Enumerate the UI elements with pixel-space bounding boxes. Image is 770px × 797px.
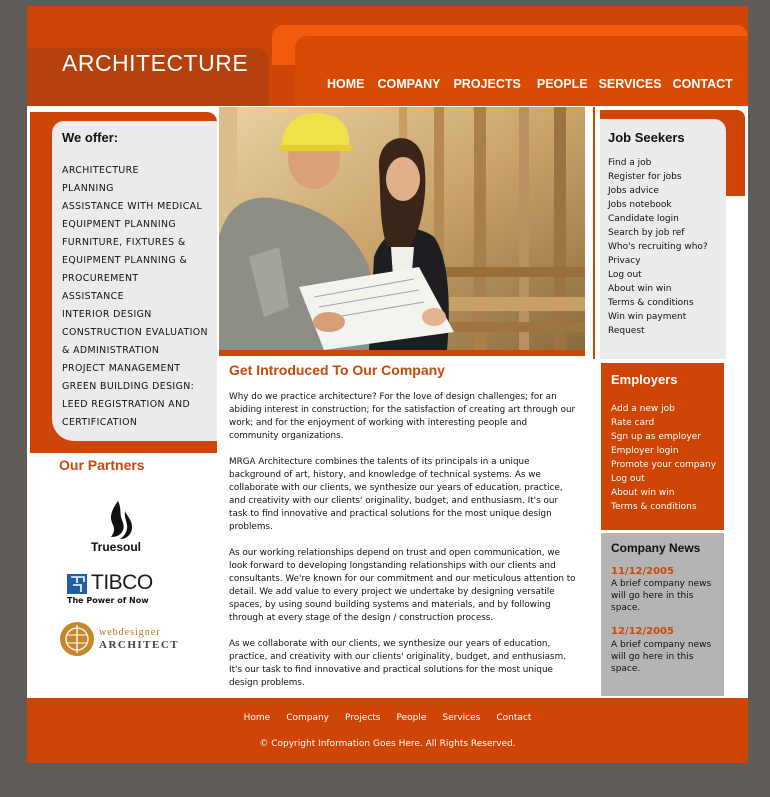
offer-list bbox=[62, 162, 222, 432]
truesoul-logo[interactable] bbox=[87, 499, 157, 561]
jobs-link[interactable]: Who's recruiting who? bbox=[608, 242, 708, 252]
globe-icon bbox=[59, 621, 95, 657]
news-date: 12/12/2005 bbox=[611, 626, 674, 637]
footer-link-company[interactable]: Company bbox=[286, 713, 330, 723]
offer-item: PROJECT MANAGEMENT bbox=[62, 363, 181, 374]
employers-link[interactable]: Sgn up as employer bbox=[611, 432, 701, 442]
news-text: A brief company news will go here in this space. bbox=[611, 640, 712, 674]
employers-title: Employers bbox=[611, 372, 678, 387]
jobs-link[interactable]: Log out bbox=[608, 270, 642, 280]
jobs-link[interactable]: Find a job bbox=[608, 158, 652, 168]
footer-link-contact[interactable]: Contact bbox=[496, 713, 532, 723]
news-date: 11/12/2005 bbox=[611, 566, 674, 577]
offer-item: EQUIPMENT PLANNING & bbox=[62, 255, 188, 266]
jobs-link[interactable]: Jobs advice bbox=[608, 186, 659, 196]
tibco-logo[interactable] bbox=[65, 572, 165, 606]
employers-link[interactable]: Promote your company bbox=[611, 460, 717, 470]
offer-item: GREEN BUILDING DESIGN: bbox=[62, 381, 195, 392]
offer-item: ASSISTANCE WITH MEDICAL bbox=[62, 201, 203, 212]
offer-item: FURNITURE, FIXTURES & bbox=[62, 237, 186, 248]
jobs-link[interactable]: Terms & conditions bbox=[608, 298, 694, 308]
offer-item: CONSTRUCTION EVALUATION bbox=[62, 327, 208, 338]
offer-item: PROCUREMENT bbox=[62, 273, 139, 284]
nav-people[interactable]: PEOPLE bbox=[536, 77, 588, 91]
architects-photo bbox=[219, 107, 585, 350]
offer-item: EQUIPMENT PLANNING bbox=[62, 219, 177, 230]
employers-link[interactable]: Add a new job bbox=[611, 404, 675, 414]
employers-link[interactable]: About win win bbox=[611, 488, 675, 498]
jobs-list bbox=[608, 156, 708, 338]
architect-wordmark: ARCHITECT bbox=[99, 639, 180, 651]
jobs-link[interactable]: Candidate login bbox=[608, 214, 679, 224]
jobs-link[interactable]: Privacy bbox=[608, 256, 641, 266]
truesoul-wordmark: Truesoul bbox=[91, 540, 142, 554]
employers-link[interactable]: Employer login bbox=[611, 446, 679, 456]
page bbox=[27, 6, 748, 763]
footer-link-home[interactable]: Home bbox=[243, 713, 271, 723]
intro-article bbox=[229, 391, 579, 703]
tibco-wordmark: TIBCO bbox=[91, 571, 153, 594]
article-paragraph: As our working relationships depend on trust and open communication, we look forward to developing longstanding relationships with our clients and consultants. We're known for our commitment and our meticulous attention to detail. We add value to every project we undertake by designing versatile spaces, by using sound building systems and materials, and by following through at every stage of the design / construction process. bbox=[229, 548, 576, 623]
jobs-link[interactable]: Jobs notebook bbox=[608, 200, 672, 210]
partners-title: Our Partners bbox=[59, 457, 145, 473]
center-divider bbox=[593, 107, 595, 359]
header-nav-panel bbox=[295, 36, 748, 106]
offer-item: PLANNING bbox=[62, 183, 114, 194]
jobs-link[interactable]: Request bbox=[608, 326, 645, 336]
article-paragraph: MRGA Architecture combines the talents of its principals in a unique background of art, history, and knowledge of technical systems. As we collaborate with our clients, we synthesize our years of education, practice, and creativity with our clients' originality, budget, and enthusiasm. It's our task to find innovative and practical solutions for the most unique design problems. bbox=[229, 457, 563, 532]
footer bbox=[27, 698, 748, 763]
jobs-link[interactable]: About win win bbox=[608, 284, 672, 294]
offer-item: CERTIFICATION bbox=[62, 417, 138, 428]
employers-link[interactable]: Rate card bbox=[611, 418, 655, 428]
footer-link-projects[interactable]: Projects bbox=[345, 713, 381, 723]
jobs-title: Job Seekers bbox=[608, 130, 685, 145]
article-paragraph: As we collaborate with our clients, we synthesize our years of education, practice, and creativity with our clients' originality, budget, and enthusiasm. It's our task to find innovative and practical solutions for the most unique design problems. bbox=[229, 639, 567, 688]
tibco-mark-icon bbox=[67, 574, 87, 594]
jobs-link[interactable]: Register for jobs bbox=[608, 172, 682, 182]
jobs-link[interactable]: Search by job ref bbox=[608, 228, 685, 238]
jobs-link[interactable]: Win win payment bbox=[608, 312, 687, 322]
nav-services[interactable]: SERVICES bbox=[598, 77, 662, 91]
news-text: A brief company news will go here in this space. bbox=[611, 579, 712, 613]
nav-contact[interactable]: CONTACT bbox=[672, 77, 733, 91]
footer-nav bbox=[27, 713, 748, 723]
webdesigner-wordmark: webdesigner bbox=[99, 627, 161, 638]
offer-item: & ADMINISTRATION bbox=[62, 345, 160, 356]
tibco-tagline: The Power of Now bbox=[67, 596, 149, 605]
intro-title: Get Introduced To Our Company bbox=[229, 362, 445, 378]
copyright: © Copyright Information Goes Here. All Rights Reserved. bbox=[259, 739, 516, 749]
main-nav bbox=[327, 77, 746, 91]
offer-item: INTERIOR DESIGN bbox=[62, 309, 152, 320]
employers-link[interactable]: Log out bbox=[611, 474, 645, 484]
offer-item: ARCHITECTURE bbox=[62, 165, 139, 176]
offer-item: ASSISTANCE bbox=[62, 291, 124, 302]
footer-link-people[interactable]: People bbox=[396, 713, 427, 723]
employers-link[interactable]: Terms & conditions bbox=[611, 502, 697, 512]
footer-link-services[interactable]: Services bbox=[442, 713, 481, 723]
offer-title: We offer: bbox=[62, 130, 119, 145]
webdesigner-architect-logo[interactable] bbox=[59, 619, 189, 663]
nav-company[interactable]: COMPANY bbox=[377, 77, 441, 91]
news-title: Company News bbox=[611, 541, 701, 555]
article-paragraph: Why do we practice architecture? For the love of design challenges; for an abiding interest in construction; for the satisfaction of creating art through our work; and for the enjoyment of working with interesting people and community organizations. bbox=[229, 392, 576, 441]
employers-list bbox=[611, 402, 716, 514]
hero-image bbox=[219, 107, 585, 356]
offer-item: LEED REGISTRATION AND bbox=[62, 399, 191, 410]
nav-home[interactable]: HOME bbox=[327, 77, 365, 91]
site-title: ARCHITECTURE bbox=[62, 50, 249, 76]
nav-projects[interactable]: PROJECTS bbox=[453, 77, 521, 91]
